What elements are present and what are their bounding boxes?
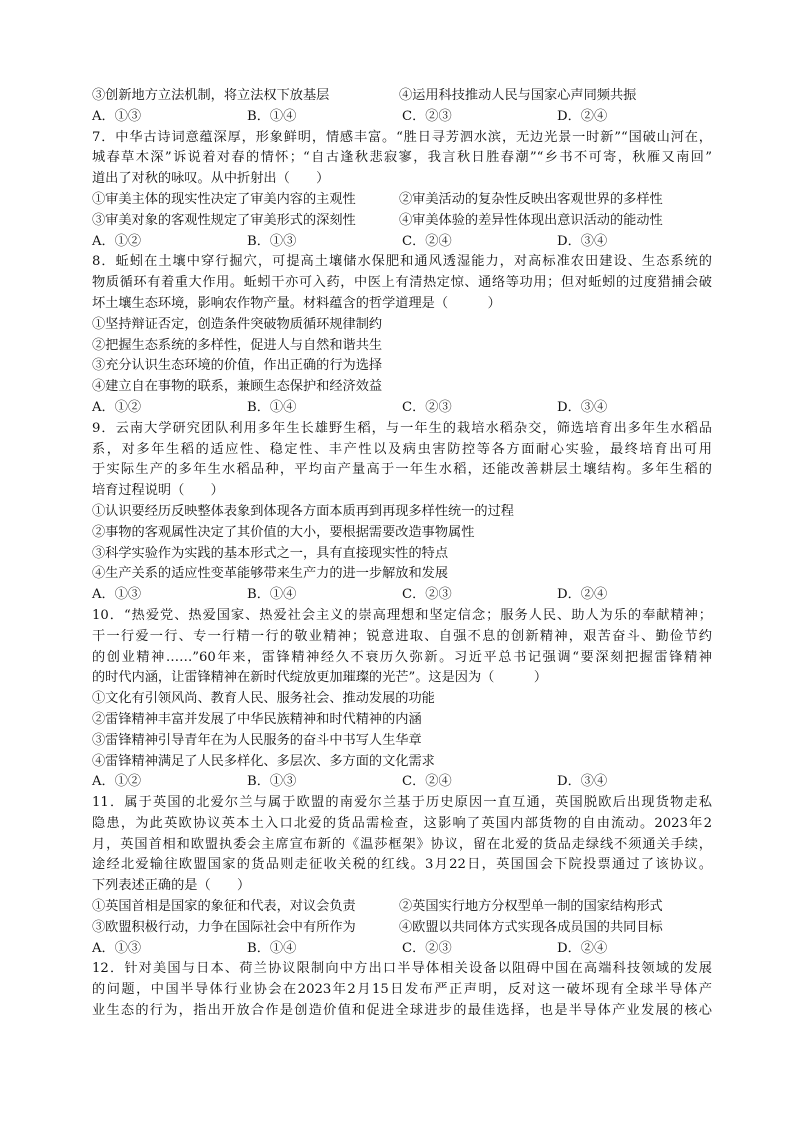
q10-choice-a: A．①② [92, 774, 142, 790]
q11-stem-line: 下列表述正确的是（ ） [92, 878, 251, 894]
q7-stem-line: 7．中华古诗词意蕴深厚，形象鲜明，情感丰富。“胜日寻芳泗水滨，无边光景一时新”“国破山河在， [92, 129, 712, 145]
q10-statement-4: ④雷锋精神满足了人民多样化、多层次、多方面的文化需求 [92, 753, 435, 769]
q6-choice-a: A．①③ [92, 108, 142, 124]
q12-stem-line: 的问题，中国半导体行业协会在2023年2月15日发布严正声明，反对这一破坏现有全球半导体产 [92, 982, 712, 998]
q8-choice-d: D．③④ [557, 399, 608, 415]
q9-choice-b: B．①④ [247, 587, 297, 603]
q11-stem-line: 隐患，为此英欧协议英本土入口北爱的货品需检查，这影响了英国内部货物的自由流动。2023年2 [92, 815, 712, 831]
q10-statement-1: ①文化有引领风尚、教育人民、服务社会、推动发展的功能 [92, 691, 435, 707]
q6-statement-3: ③创新地方立法机制，将立法权下放基层 [92, 88, 330, 103]
q8-choice-c: C．②③ [402, 399, 452, 415]
q11-choice-b: B．①④ [247, 940, 297, 956]
q11-statement-4: ④欧盟以共同体方式实现各成员国的共同目标 [399, 919, 663, 935]
q11-statement-2: ②英国实行地方分权型单一制的国家结构形式 [399, 899, 663, 915]
q10-choice-b: B．①③ [247, 774, 297, 790]
q8-statement-1: ①坚持辩证否定，创造条件突破物质循环规律制约 [92, 316, 383, 332]
q7-stem-line: 道出了对秋的咏叹。从中折射出（ ） [92, 171, 330, 187]
q6-statement-4: ④运用科技推动人民与国家心声同频共振 [399, 88, 637, 103]
q10-choices [92, 772, 712, 793]
q12-stem-line: 业生态的行为，指出开放合作是创造价值和促进全球进步的最佳选择，也是半导体产业发展的核心 [92, 1003, 712, 1019]
q9-choice-d: D．②④ [557, 587, 608, 603]
q10-choice-c: C．②④ [402, 774, 452, 790]
q8-choice-a: A．①② [92, 399, 142, 415]
q9-statement-2: ②事物的客观属性决定了其价值的大小，要根据需要改造事物属性 [92, 524, 475, 540]
q9-statement-4: ④生产关系的适应性变革能够带来生产力的进一步解放和发展 [92, 566, 449, 582]
q11-stem-line: 途经北爱输往欧盟国家的货品则走征收关税的红线。3月22日，英国国会下院投票通过了该协议。 [92, 857, 712, 873]
q8-stem-line: 物质循环有着重大作用。蚯蚓干亦可入药，中医上有清热定惊、通络等功用；但对蚯蚓的过度猎捕会破 [92, 275, 712, 291]
q11-choice-c: C．②③ [402, 940, 452, 956]
q7-choice-d: D．③④ [557, 233, 608, 249]
q8-statement-3: ③充分认识生态环境的价值，作出正确的行为选择 [92, 358, 383, 374]
q8-choices [92, 398, 712, 419]
q9-stem-line: 系，对多年生稻的适应性、稳定性、丰产性以及病虫害防控等各方面耐心实验，最终培育出可用 [92, 441, 712, 457]
q11-stem-line: 月，英国首相和欧盟执委会主席宣布新的《温莎框架》协议，留在北爱的货品走绿线不须通关手续， [92, 836, 712, 852]
q7-choice-c: C．②④ [402, 233, 452, 249]
q8-choice-b: B．①④ [247, 399, 297, 415]
q10-statement-2: ②雷锋精神丰富并发展了中华民族精神和时代精神的内涵 [92, 711, 422, 727]
q9-stem-line: 9．云南大学研究团队利用多年生长雄野生稻，与一年生的栽培水稻杂交，筛选培育出多年生水稻品 [92, 420, 712, 436]
q11-choice-d: D．②④ [557, 940, 608, 956]
q10-stem-line: 10．“热爱党、热爱国家、热爱社会主义的崇高理想和坚定信念；服务人民、助人为乐的奉献精神； [92, 607, 712, 623]
q9-choice-a: A．①③ [92, 587, 142, 603]
q9-choice-c: C．②③ [402, 587, 452, 603]
q6-choice-c: C．②③ [402, 108, 452, 124]
q7-statements-3-4 [92, 211, 712, 232]
q8-statement-2: ②把握生态系统的多样性，促进人与自然和谐共生 [92, 337, 383, 353]
q7-statement-1: ①审美主体的现实性决定了审美内容的主观性 [92, 191, 356, 207]
q7-choices [92, 232, 712, 253]
q12-stem-line: 12．针对美国与日本、荷兰协议限制向中方出口半导体相关设备以阻碍中国在高端科技领域的发展 [92, 961, 712, 977]
q6-statements-3-4 [92, 86, 712, 107]
q11-statements-3-4 [92, 918, 712, 939]
q11-stem-line: 11．属于英国的北爱尔兰与属于欧盟的南爱尔兰基于历史原因一直互通，英国脱欧后出现货物走私 [92, 795, 712, 811]
q10-choice-d: D．③④ [557, 774, 608, 790]
q7-statement-2: ②审美活动的复杂性反映出客观世界的多样性 [399, 191, 663, 207]
q9-statement-1: ①认识要经历反映整体表象到体现各方面本质再到再现多样性统一的过程 [92, 503, 514, 519]
q11-statement-1: ①英国首相是国家的象征和代表，对议会负责 [92, 899, 356, 915]
q7-statement-4: ④审美体验的差异性体现出意识活动的能动性 [399, 212, 663, 228]
q6-choice-b: B．①④ [247, 108, 297, 124]
q11-choices [92, 939, 712, 960]
q9-statement-3: ③科学实验作为实践的基本形式之一，具有直接现实性的特点 [92, 545, 449, 561]
q9-choices [92, 585, 712, 606]
q7-statements-1-2 [92, 190, 712, 211]
q11-choice-a: A．①③ [92, 940, 142, 956]
q6-choice-d: D．②④ [557, 108, 608, 124]
q9-stem-line: 培育过程说明（ ） [92, 483, 224, 499]
q11-statement-3: ③欧盟积极行动，力争在国际社会中有所作为 [92, 919, 356, 935]
q10-stem-line: 的创业精神……”60年来，雷锋精神经久不衰历久弥新。习近平总书记强调“要深刻把握雷锋精神 [92, 649, 712, 665]
q8-statement-4: ④建立自在事物的联系，兼顾生态保护和经济效益 [92, 379, 383, 395]
q7-choice-a: A．①② [92, 233, 142, 249]
q11-statements-1-2 [92, 897, 712, 918]
q10-stem-line: 的时代内涵，让雷锋精神在新时代绽放更加璀璨的光芒”。这是因为（ ） [92, 670, 548, 686]
q10-statement-3: ③雷锋精神引导青年在为人民服务的奋斗中书写人生华章 [92, 732, 422, 748]
q7-statement-3: ③审美对象的客观性规定了审美形式的深刻性 [92, 212, 356, 228]
q8-stem-line: 坏土壤生态环境，影响农作物产量。材料蕴含的哲学道理是（ ） [92, 295, 501, 311]
q8-stem-line: 8．蚯蚓在土壤中穿行掘穴，可提高土壤储水保肥和通风透湿能力，对高标准农田建设、生态系统的 [92, 254, 712, 270]
q9-stem-line: 于实际生产的多年生水稻品种，平均亩产量高于一年生水稻，还能改善耕层土壤结构。多年生稻的 [92, 462, 712, 478]
q10-stem-line: 干一行爱一行、专一行精一行的敬业精神；锐意进取、自强不息的创新精神，艰苦奋斗、勤俭节约 [92, 628, 712, 644]
q6-choices [92, 107, 712, 128]
q7-stem-line: 城春草木深”诉说着对春的情怀；“自古逢秋悲寂寥，我言秋日胜春潮”“乡书不可寄，秋雁又南回” [92, 150, 712, 166]
exam-page [92, 86, 712, 1022]
q7-choice-b: B．①③ [247, 233, 297, 249]
